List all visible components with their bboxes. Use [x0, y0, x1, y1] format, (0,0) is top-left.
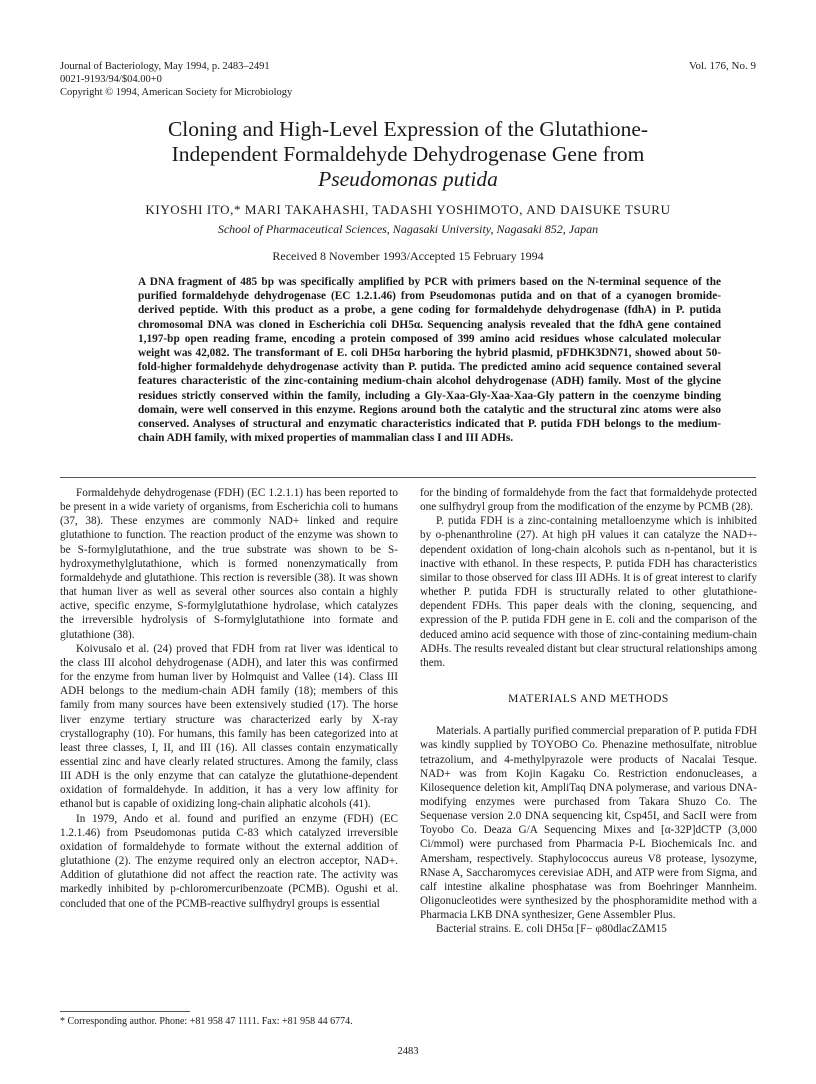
body-paragraph: Materials. A partially purified commercial preparation of P. putida FDH was kindly supplied by TOYOBO Co. Phenazine methosulfate, nitroblue tetrazolium, and 4-methylpyrazole were products of Nacalai Tesque. NAD+ was from Kojin Kagaku Co. Restriction endonucleases, a Kilosequence deletion kit, AmpliTaq DNA polymerase, and various DNA-modifying enzymes were purchased from Takara Shuzo Co. The Sequenase version 2.0 DNA sequencing kit, Csp45I, and SacII were from Toyobo Co. Deaza G/A Sequencing Mixes and [α-32P]dCTP (3,000 Ci/mmol) were purchased from Pharmacia P-L Biochemicals Inc. and Amersham, respectively. Staphylococcus aureus V8 protease, lysozyme, RNase A, Saccharomyces cerevisiae ADH, and ATP were from Sigma, and calf intestine alkaline phosphatase was from Boehringer Mannheim. Oligonucleotides were synthesized by the phosphoramidite method with a Pharmacia LKB DNA synthesizer, Gene Assembler Plus. — [420, 725, 757, 922]
received-dates: Received 8 November 1993/Accepted 15 February 1994 — [272, 249, 544, 263]
body-paragraph: In 1979, Ando et al. found and purified an enzyme (FDH) (EC 1.2.1.46) from Pseudomonas putida C-83 which catalyzed irreversible oxidation of formaldehyde to formate without the external addition of glutathione (2). The enzyme required only an electron acceptor, NAD+. Addition of glutathione did not affect the reaction rate. The activity was markedly inhibited by p-chloromercuribenzoate (PCMB). Ogushi et al. concluded that one of the PCMB-reactive sulfhydryl groups is essential — [60, 812, 398, 910]
body-paragraph: Formaldehyde dehydrogenase (FDH) (EC 1.2.1.1) has been reported to be present in a wide variety of organisms, from Escherichia coli to humans (37, 38). These enzymes are commonly NAD+ linked and require glutathione to function. The reaction product of the enzyme was shown to be S-formylglutathione, and the true substrate was shown to be S-hydroxymethylglutathione, which is formed nonenzymatically from formaldehyde and glutathione. This rection is reversible (38). It was shown that human liver as well as several other sources also contain a highly active, specific enzyme, S-formylglutathione hydrolase, which catalyzes the irreversible hydrolysis of S-formylglutathione into formate and glutathione (38). — [60, 487, 398, 641]
title-line-1: Cloning and High-Level Expression of the Glutathione- — [167, 117, 649, 141]
section-heading: MATERIALS AND METHODS — [508, 693, 669, 706]
body-paragraph: Koivusalo et al. (24) proved that FDH from rat liver was identical to the class III alcohol dehydrogenase (ADH), and later this was confirmed for the enzyme from human liver by Holmquist and Vallee (14). Class III ADH belongs to the medium-chain ADH family (18); members of this family from many sources have been extensively studied (17). The horse liver enzyme tertiary structure was characterized early by X-ray crystallography (10). For humans, this family has been categorized into at least three classes, I, II, and III (16). All classes contain enzymatically essential zinc and have clearly related structures. Among the family, class III ADH is the only enzyme that can catalyze the glutathione-dependent oxidation of formaldehyde. In addition, it has a very low affinity for ethanol but is capable of oxidizing long-chain aliphatic alcohols (41). — [60, 642, 398, 811]
title-line-3: Pseudomonas putida — [318, 167, 498, 191]
copyright-line: Copyright © 1994, American Society for Microbiology — [60, 87, 293, 98]
journal-citation: Journal of Bacteriology, May 1994, p. 2483–2491 — [60, 61, 270, 72]
running-header — [60, 60, 756, 99]
article-title — [60, 117, 756, 192]
body-paragraph: Bacterial strains. E. coli DH5α [F− φ80dlacZΔM15 — [436, 923, 667, 936]
right-column — [420, 486, 757, 937]
corresponding-author-note: * Corresponding author. Phone: +81 958 47 1111. Fax: +81 958 44 6774. — [60, 1016, 353, 1027]
title-block — [60, 117, 756, 264]
volume-issue: Vol. 176, No. 9 — [688, 60, 756, 72]
left-column — [60, 486, 398, 911]
footnote — [60, 1011, 398, 1029]
body-paragraph: P. putida FDH is a zinc-containing metalloenzyme which is inhibited by o-phenanthroline (27). At high pH values it can catalyze the NAD+-dependent oxidation of long-chain alcohols such as n-pentanol, but it is inactive with ethanol. In these respects, P. putida FDH has characteristics similar to those observed for class III ADHs. It is of great interest to clarify whether P. putida FDH is structurally related to other glutathione-dependent FDHs. This paper deals with the cloning, sequencing, and expression of the P. putida FDH gene in E. coli and the comparison of the deduced amino acid sequence with those of zinc-containing medium-chain ADHs. The results revealed distant but clear structural relationships among them. — [420, 515, 757, 669]
abstract-divider — [60, 477, 756, 478]
affiliation: School of Pharmaceutical Sciences, Nagasaki University, Nagasaki 852, Japan — [217, 222, 599, 236]
body-paragraph: for the binding of formaldehyde from the fact that formaldehyde protected one sulfhydryl group from the modification of the enzyme by PCMB (28). — [420, 487, 757, 514]
page-number: 2483 — [397, 1046, 419, 1057]
author-list: KIYOSHI ITO,* MARI TAKAHASHI, TADASHI YOSHIMOTO, AND DAISUKE TSURU — [145, 202, 671, 217]
title-line-2: Independent Formaldehyde Dehydrogenase Gene from — [171, 142, 645, 166]
abstract: A DNA fragment of 485 bp was specifically amplified by PCR with primers based on the N-terminal sequence of the purified formaldehyde dehydrogenase (EC 1.2.1.46) from Pseudomonas putida and on that of a cyanogen bromide-derived peptide. With this product as a probe, a gene coding for formaldehyde dehydrogenase (fdhA) in P. putida chromosomal DNA was cloned in Escherichia coli DH5α. Sequencing analysis revealed that the fdhA gene contained 1,197-bp open reading frame, encoding a protein composed of 399 amino acid residues whose calculated molecular weight was 42,082. The transformant of E. coli DH5α harboring the hybrid plasmid, pFDHK3DN71, showed about 50-fold-higher formaldehyde dehydrogenase activity than P. putida. The predicted amino acid sequence contained several features characteristic of the zinc-containing medium-chain alcohol dehydrogenase (ADH) family. Most of the glycine residues strictly conserved within the family, including a Gly-Xaa-Gly-Xaa-Xaa-Gly pattern in the coenzyme binding domain, were well conserved in this enzyme. Regions around both the catalytic and the structural zinc atoms were also conserved. Analyses of structural and enzymatic characteristics indicated that P. putida FDH belongs to the medium-chain ADH family, with mixed properties of mammalian class I and III ADHs. — [138, 276, 721, 445]
footnote-rule — [60, 1011, 190, 1012]
issn-line: 0021-9193/94/$04.00+0 — [60, 74, 162, 85]
